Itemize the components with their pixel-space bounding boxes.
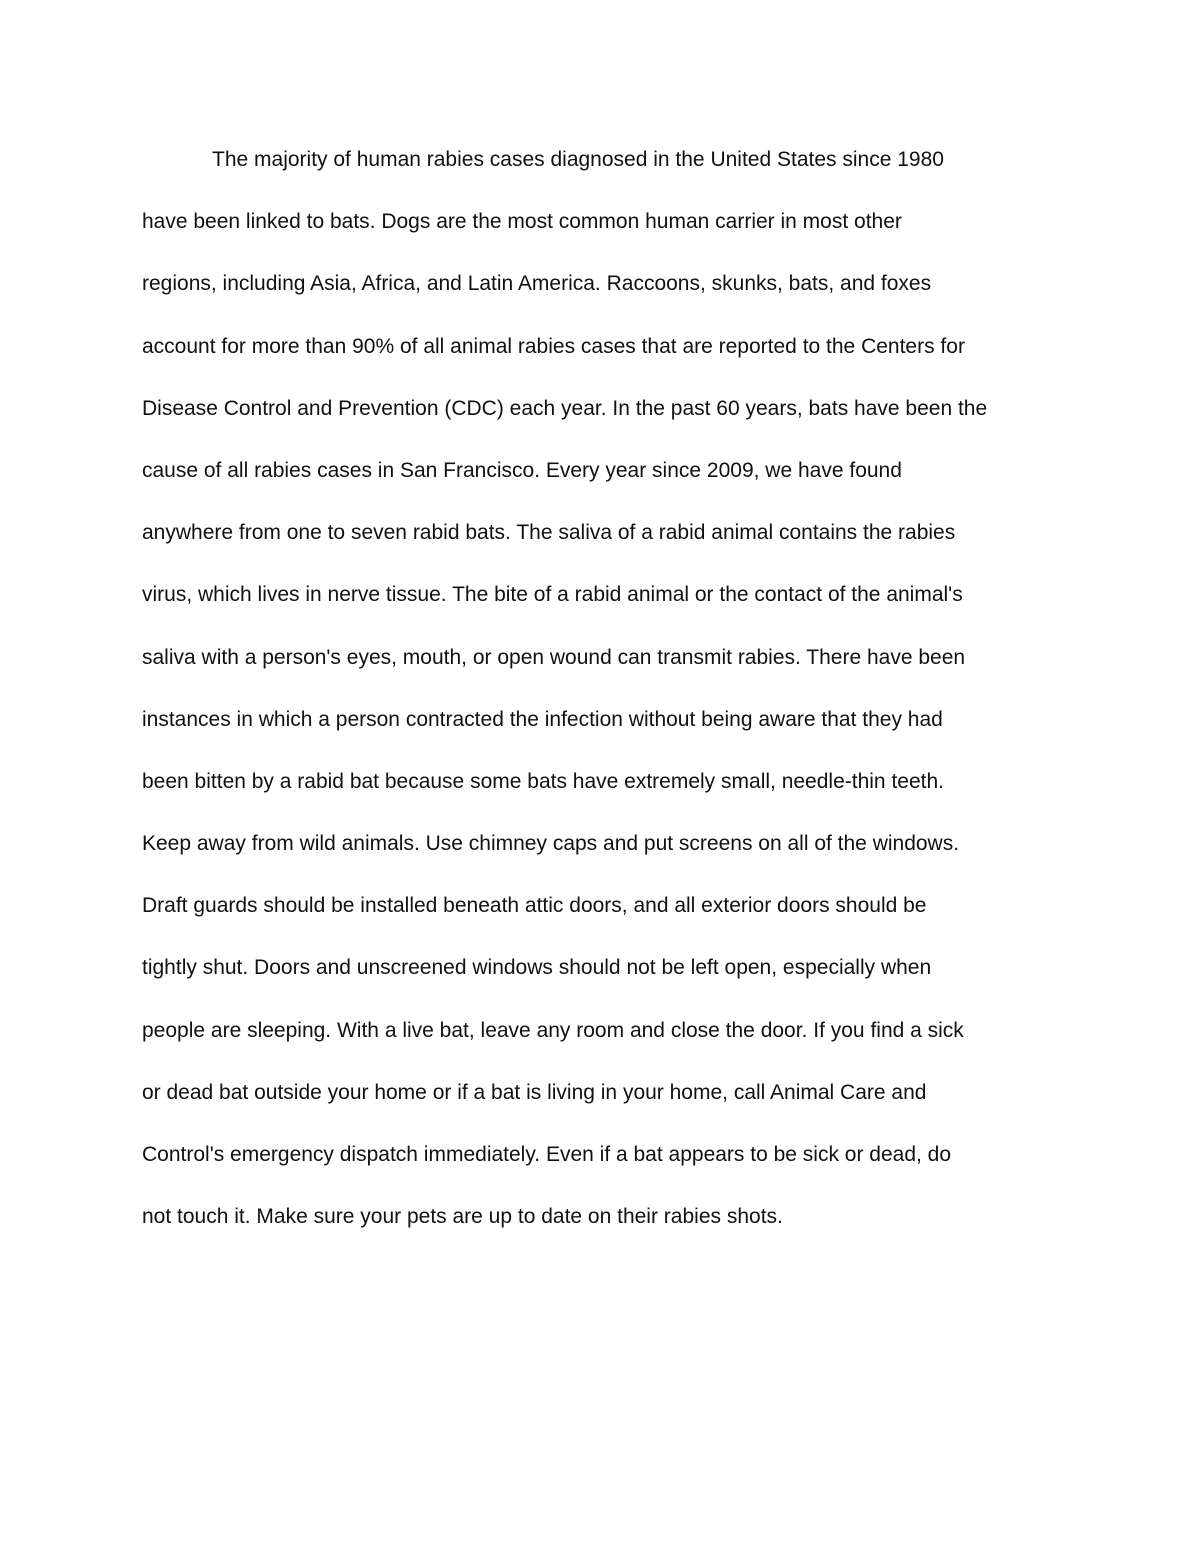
paragraph-line: Control's emergency dispatch immediately. Even if a bat appears to be sick or dead, do [142, 1143, 952, 1166]
paragraph-line: been bitten by a rabid bat because some bats have extremely small, needle-thin teeth. [142, 769, 944, 793]
paragraph-line: saliva with a person's eyes, mouth, or open wound can transmit rabies. There have been [142, 645, 966, 669]
paragraph-line: have been linked to bats. Dogs are the most common human carrier in most other [142, 210, 902, 234]
paragraph-line: Keep away from wild animals. Use chimney caps and put screens on all of the windows. [142, 832, 960, 856]
paragraph-line: Disease Control and Prevention (CDC) each year. In the past 60 years, bats have been the [142, 396, 988, 420]
paragraph-line: virus, which lives in nerve tissue. The bite of a rabid animal or the contact of the animal's [142, 583, 963, 607]
paragraph-line: not touch it. Make sure your pets are up to date on their rabies shots. [142, 1205, 783, 1229]
paragraph-line: The majority of human rabies cases diagnosed in the United States since 1980 [212, 148, 944, 171]
paragraph-line: instances in which a person contracted the infection without being aware that they had [142, 707, 943, 731]
body-paragraph [142, 129, 1062, 1248]
paragraph-line: cause of all rabies cases in San Francisco. Every year since 2009, we have found [142, 458, 902, 482]
paragraph-line: regions, including Asia, Africa, and Latin America. Raccoons, skunks, bats, and foxes [142, 272, 932, 296]
paragraph-line: Draft guards should be installed beneath attic doors, and all exterior doors should be [142, 894, 927, 918]
paragraph-line: tightly shut. Doors and unscreened windows should not be left open, especially when [142, 956, 932, 980]
paragraph-line: or dead bat outside your home or if a bat is living in your home, call Animal Care and [142, 1080, 927, 1104]
paragraph-line: anywhere from one to seven rabid bats. The saliva of a rabid animal contains the rabies [142, 521, 956, 545]
paragraph-line: people are sleeping. With a live bat, leave any room and close the door. If you find a sick [142, 1018, 964, 1042]
paragraph-line: account for more than 90% of all animal rabies cases that are reported to the Centers for [142, 334, 965, 358]
